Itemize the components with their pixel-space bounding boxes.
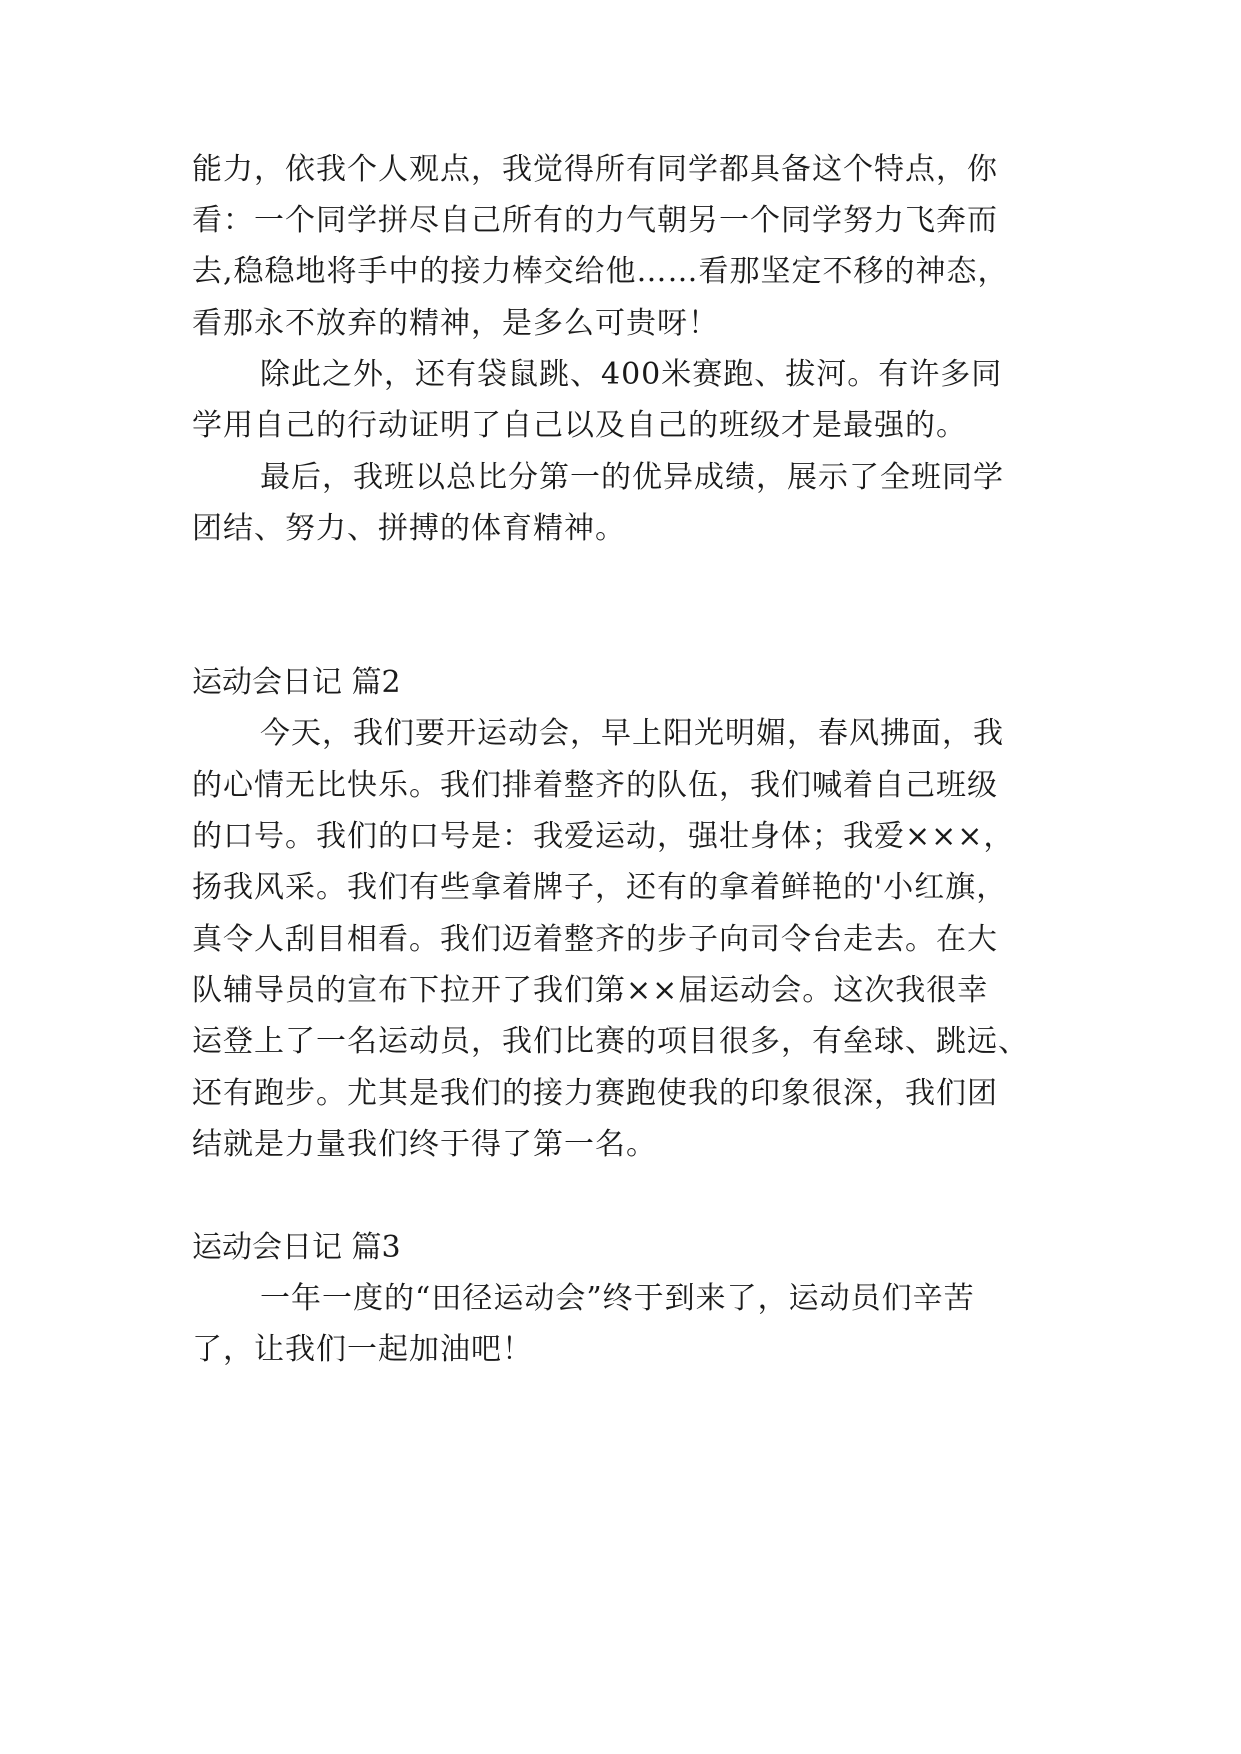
text-line: 真令人刮目相看。我们迈着整齐的步子向司令台走去。在大 [192,922,998,957]
text-line: 学用自己的行动证明了自己以及自己的班级才是最强的。 [192,408,967,443]
text-line: 结就是力量我们终于得了第一名。 [192,1127,657,1162]
text-line: 扬我风采。我们有些拿着牌子，还有的拿着鲜艳的'小红旗， [192,870,1008,905]
text-line: 运登上了一名运动员，我们比赛的项目很多，有垒球、跳远、 [192,1024,1029,1059]
text-line: 队辅导员的宣布下拉开了我们第××届运动会。这次我很幸 [192,973,989,1008]
paragraph-first-line: 一年一度的“田径运动会”终于到来了，运动员们辛苦 [260,1281,975,1316]
section-heading-3: 运动会日记 篇3 [192,1230,401,1265]
text-line: 团结、努力、拼搏的体育精神。 [192,511,626,546]
text-line: 看：一个同学拼尽自己所有的力气朝另一个同学努力飞奔而 [192,203,998,238]
text-line: 还有跑步。尤其是我们的接力赛跑使我的印象很深，我们团 [192,1076,998,1111]
text-line: 去,稳稳地将手中的接力棒交给他……看那坚定不移的神态， [192,254,1009,289]
paragraph-first-line: 最后，我班以总比分第一的优异成绩，展示了全班同学 [260,460,1004,495]
text-line: 看那永不放弃的精神，是多么可贵呀！ [192,306,719,341]
section-heading-2: 运动会日记 篇2 [192,665,401,700]
paragraph-first-line: 除此之外，还有袋鼠跳、400米赛跑、拔河。有许多同 [260,357,1003,392]
text-line: 了，让我们一起加油吧！ [192,1332,533,1367]
text-line: 能力，依我个人观点，我觉得所有同学都具备这个特点，你 [192,152,998,187]
text-line: 的心情无比快乐。我们排着整齐的队伍，我们喊着自己班级 [192,768,998,803]
text-line: 的口号。我们的口号是：我爱运动，强壮身体；我爱×××， [192,819,1015,854]
paragraph-first-line: 今天，我们要开运动会，早上阳光明媚，春风拂面，我 [260,716,1004,751]
